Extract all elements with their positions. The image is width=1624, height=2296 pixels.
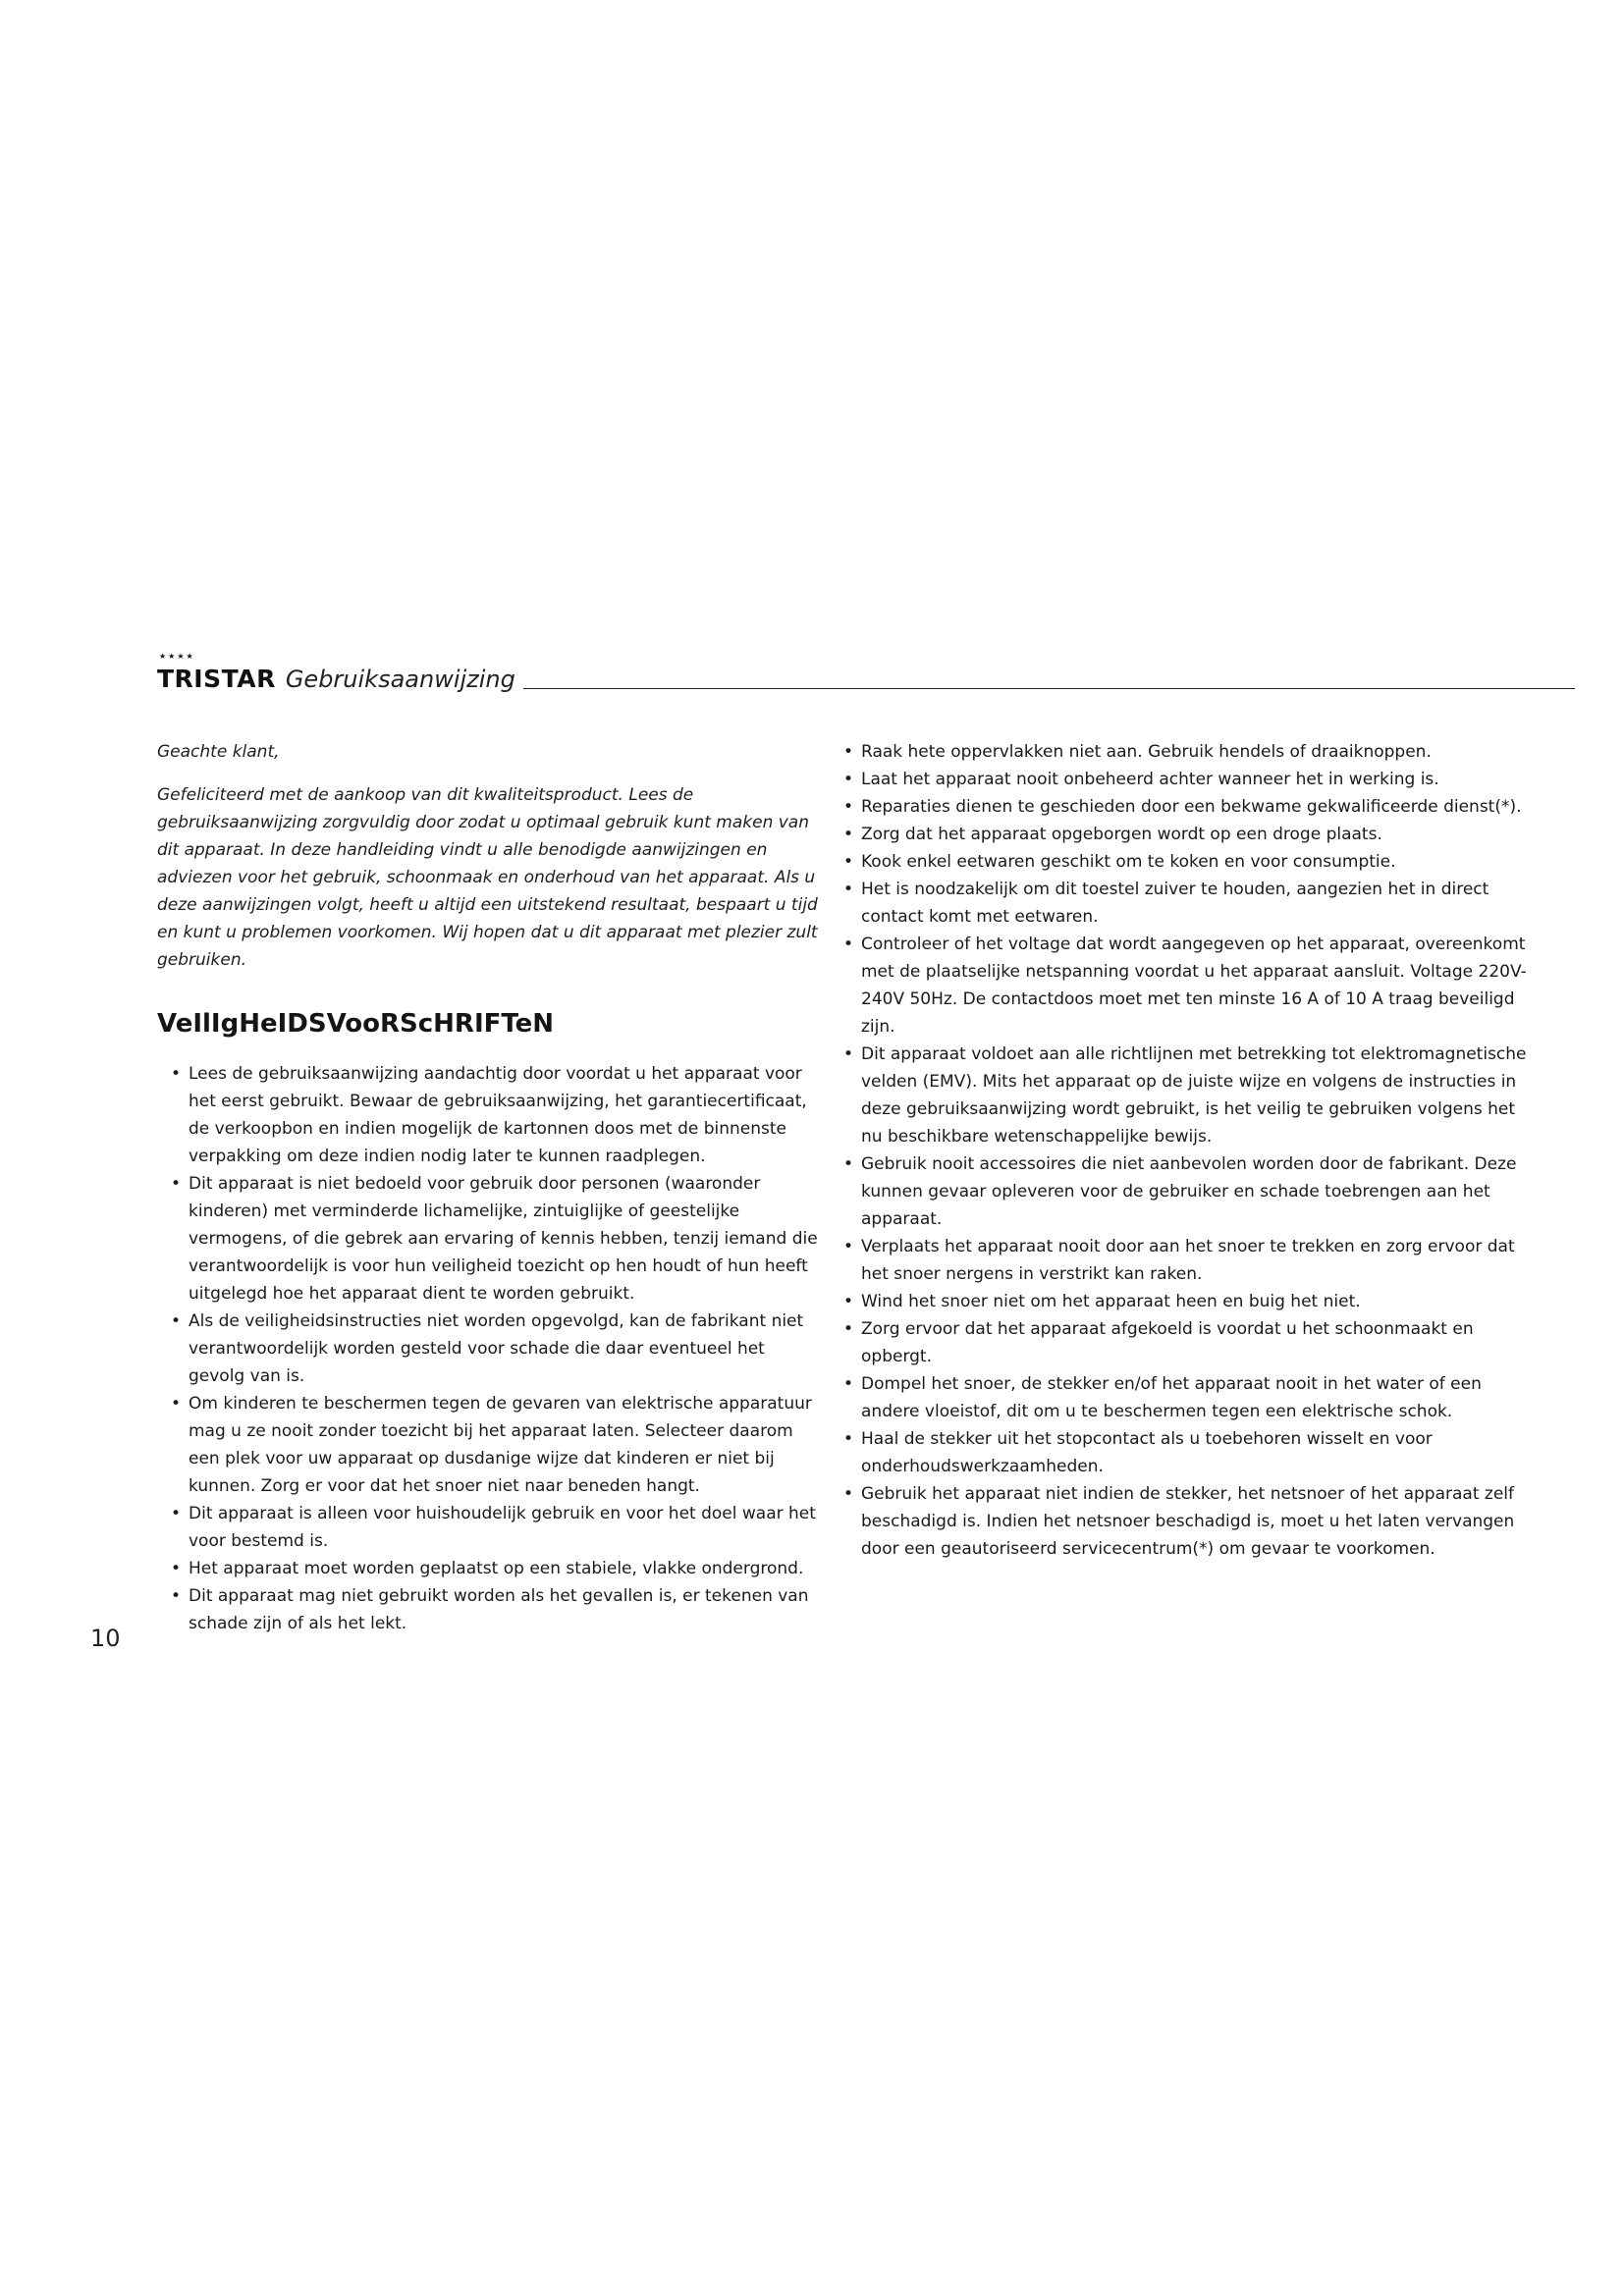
tristar-logo: [157, 652, 276, 693]
list-item: • Raak hete oppervlakken niet aan. Gebruik hendels of draaiknoppen.: [839, 738, 1537, 766]
list-item: • Om kinderen te beschermen tegen de gevaren van elektrische apparatuur mag u ze nooit zonder toezicht bij het apparaat laten. Selecteer daarom een plek voor uw apparaat op dusdanige wijze dat kinderen er niet bij kunnen. Zorg er voor dat het snoer niet naar beneden hangt.: [167, 1390, 825, 1500]
list-item: • Gebruik het apparaat niet indien de stekker, het netsnoer of het apparaat zelf beschadigd is. Indien het netsnoer beschadigd is, moet u het laten vervangen door een geautoriseerd servicecentrum(*) om gevaar te voorkomen.: [839, 1480, 1537, 1563]
logo-stars: ★★★★: [159, 652, 195, 661]
intro-paragraph: Gefeliciteerd met de aankoop van dit kwaliteitsproduct. Lees de gebruiksaanwijzing zorgvuldig door zodat u optimaal gebruik kunt maken van dit apparaat. In deze handleiding vindt u alle benodigde aanwijzingen en adviezen voor het gebruik, schoonmaak en onderhoud van het apparaat. Als u deze aanwijzingen volgt, heeft u altijd een uitstekend resultaat, bespaart u tijd en kunt u problemen voorkomen. Wij hopen dat u dit apparaat met plezier zult gebruiken.: [157, 785, 818, 970]
list-item: • Gebruik nooit accessoires die niet aanbevolen worden door de fabrikant. Deze kunnen gevaar opleveren voor de gebruiker en schade toebrengen aan het apparaat.: [839, 1150, 1537, 1233]
list-item: • Reparaties dienen te geschieden door een bekwame gekwalificeerde dienst(*).: [839, 793, 1537, 821]
safety-list-right: [839, 738, 1537, 1563]
page-header: [157, 652, 1575, 693]
section-title: VeIlIgHeIDSVooRScHRIFTeN: [157, 1009, 555, 1039]
list-item: • Dit apparaat mag niet gebruikt worden als het gevallen is, er tekenen van schade zijn of als het lekt.: [167, 1582, 825, 1637]
list-item: • Kook enkel eetwaren geschikt om te koken en voor consumptie.: [839, 848, 1537, 876]
right-column: [839, 738, 1537, 1563]
list-item: • Verplaats het apparaat nooit door aan het snoer te trekken en zorg ervoor dat het snoer nergens in verstrikt kan raken.: [839, 1233, 1537, 1288]
list-item: • Zorg dat het apparaat opgeborgen wordt op een droge plaats.: [839, 821, 1537, 848]
list-item: • Haal de stekker uit het stopcontact als u toebehoren wisselt en voor onderhoudswerkzaamheden.: [839, 1425, 1537, 1480]
list-item: • Het is noodzakelijk om dit toestel zuiver te houden, aangezien het in direct contact komt met eetwaren.: [839, 876, 1537, 931]
header-divider: [523, 688, 1575, 689]
page-number: 10: [90, 1625, 121, 1652]
list-item: • Dit apparaat is niet bedoeld voor gebruik door personen (waaronder kinderen) met verminderde lichamelijke, zintuiglijke of geestelijke vermogens, of die gebrek aan ervaring of kennis hebben, tenzij iemand die verantwoordelijk is voor hun veiligheid toezicht op hen houdt of hun heeft uitgelegd hoe het apparaat dient te worden gebruikt.: [167, 1170, 825, 1308]
brand-name: TRISTAR: [157, 665, 276, 693]
list-item: • Lees de gebruiksaanwijzing aandachtig door voordat u het apparaat voor het eerst gebruikt. Bewaar de gebruiksaanwijzing, het garantiecertificaat, de verkoopbon en indien mogelijk de kartonnen doos met de binnenste verpakking om deze indien nodig later te kunnen raadplegen.: [167, 1060, 825, 1170]
list-item: • Zorg ervoor dat het apparaat afgekoeld is voordat u het schoonmaakt en opbergt.: [839, 1315, 1537, 1370]
safety-list-left: [157, 1060, 825, 1637]
list-item: • Dit apparaat is alleen voor huishoudelijk gebruik en voor het doel waar het voor bestemd is.: [167, 1500, 825, 1555]
left-column: [157, 738, 825, 1637]
header-title: Gebruiksaanwijzing: [285, 666, 515, 693]
list-item: • Wind het snoer niet om het apparaat heen en buig het niet.: [839, 1288, 1537, 1315]
list-item: • Laat het apparaat nooit onbeheerd achter wanneer het in werking is.: [839, 766, 1537, 793]
greeting: Geachte klant,: [157, 742, 280, 762]
list-item: • Controleer of het voltage dat wordt aangegeven op het apparaat, overeenkomt met de plaatselijke netspanning voordat u het apparaat aansluit. Voltage 220V-240V 50Hz. De contactdoos moet met ten minste 16 A of 10 A traag beveiligd zijn.: [839, 931, 1537, 1041]
list-item: • Dit apparaat voldoet aan alle richtlijnen met betrekking tot elektromagnetische velden (EMV). Mits het apparaat op de juiste wijze en volgens de instructies in deze gebruiksaanwijzing wordt gebruikt, is het veilig te gebruiken volgens het nu beschikbare wetenschappelijke bewijs.: [839, 1041, 1537, 1150]
list-item: • Dompel het snoer, de stekker en/of het apparaat nooit in het water of een andere vloeistof, dit om u te beschermen tegen een elektrische schok.: [839, 1370, 1537, 1425]
list-item: • Als de veiligheidsinstructies niet worden opgevolgd, kan de fabrikant niet verantwoordelijk worden gesteld voor schade die daar eventueel het gevolg van is.: [167, 1308, 825, 1390]
list-item: • Het apparaat moet worden geplaatst op een stabiele, vlakke ondergrond.: [167, 1555, 825, 1582]
